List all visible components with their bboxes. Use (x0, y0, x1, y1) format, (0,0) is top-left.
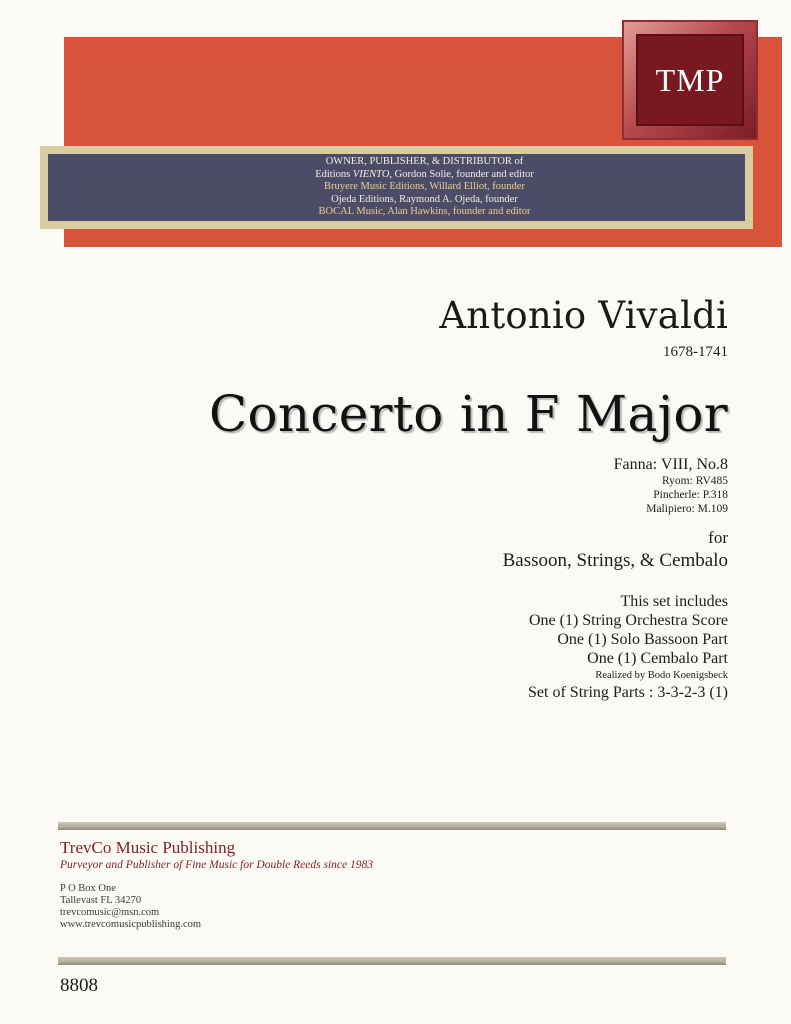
publisher-website: www.trevcomusicpublishing.com (60, 919, 202, 930)
for-label: for (708, 528, 728, 547)
catalog-pincherle: Pincherle: P.318 (653, 489, 728, 501)
tmp-logo (622, 20, 758, 140)
owner-line-bruyere: Bruyere Music Editions, Willard Elliot, founder (324, 181, 525, 193)
address-line: P O Box One (60, 883, 116, 894)
owner-line-viento (315, 169, 534, 182)
owner-line-heading: OWNER, PUBLISHER, & DISTRIBUTOR of (325, 156, 524, 168)
owner-line-ojeda: Ojeda Editions, Raymond A. Ojeda, founder (331, 193, 518, 205)
tmp-logo-plate (636, 34, 744, 126)
composer-dates: 1678-1741 (663, 344, 728, 360)
catalog-fanna: Fanna: VIII, No.8 (613, 456, 728, 473)
catalog-number: 8808 (60, 975, 98, 996)
catalog-ryom: Ryom: RV485 (661, 475, 728, 487)
owner-line-bocal: BOCAL Music, Alan Hawkins, founder and editor (318, 206, 531, 218)
realized-by: Realized by Bodo Koenigsbeck (595, 670, 728, 681)
set-item: One (1) Solo Bassoon Part (557, 631, 728, 648)
set-includes-heading: This set includes (620, 593, 728, 610)
publisher-email: trevcomusic@msn.com (60, 907, 160, 918)
address-line: Tallevast FL 34270 (60, 895, 142, 906)
footer-rule-bottom (58, 957, 726, 965)
owner-band (40, 146, 753, 229)
set-item: One (1) String Orchestra Score (528, 612, 728, 629)
instrumentation: Bassoon, Strings, & Cembalo (502, 550, 728, 571)
owner-line-viento-suffix: , Gordon Solie, founder and editor (389, 168, 534, 180)
owner-line-viento-prefix: Editions (315, 168, 351, 180)
publisher-tagline: Purveyor and Publisher of Fine Music for Double Reeds since 1983 (60, 859, 373, 871)
owner-band-inner (48, 154, 745, 221)
set-item: One (1) Cembalo Part (587, 650, 728, 667)
catalog-malipiero: Malipiero: M.109 (646, 503, 728, 515)
footer-rule-top (58, 822, 726, 830)
publisher-name: TrevCo Music Publishing (60, 838, 236, 857)
composer-name: Antonio Vivaldi (439, 294, 728, 337)
tmp-logo-text: TMP (655, 61, 725, 98)
set-item: Set of String Parts : 3-3-2-3 (1) (528, 684, 728, 701)
work-title: Concerto in F Major (208, 385, 728, 443)
owner-line-viento-name: VIENTO (352, 168, 390, 180)
